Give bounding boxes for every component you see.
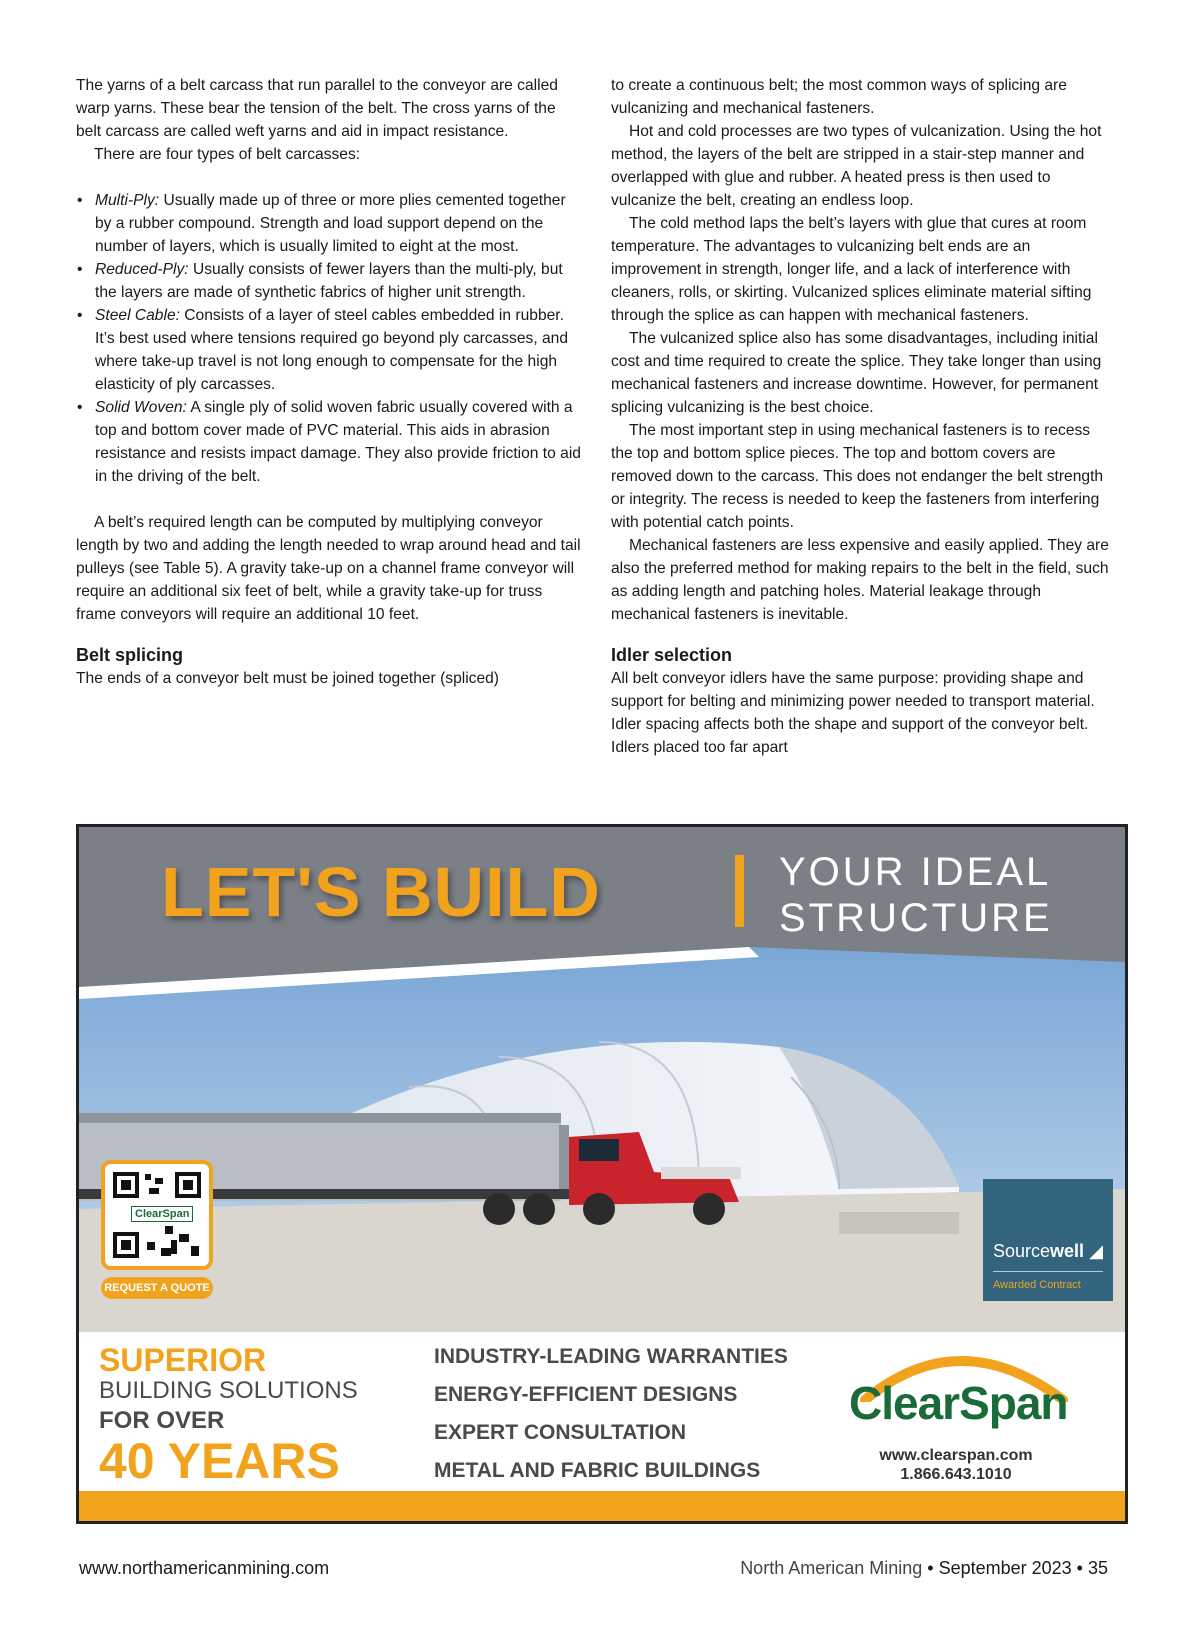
sourcewell-bold: well <box>1050 1241 1085 1261</box>
paragraph: Mechanical fasteners are less expensive and easily applied. They are also the preferred method for making repairs to the belt in the field, such as adding length and patching holes. Material leakage through mechanical fasteners is inevitable. <box>611 537 1109 623</box>
request-quote-button[interactable]: REQUEST A QUOTE <box>101 1277 213 1299</box>
tagline-superior: SUPERIOR <box>99 1342 267 1378</box>
clearspan-advertisement[interactable] <box>76 824 1128 1524</box>
ad-hero <box>79 827 1125 1332</box>
list-item <box>76 396 581 488</box>
term: Solid Woven: <box>95 399 187 416</box>
subheadline-line-2: STRUCTURE <box>779 896 1053 940</box>
definition: Usually made up of three or more plies cemented together by a rubber compound. Strength and load support depend on the number of layers, which is usually limited to eight at the most. <box>95 192 566 255</box>
feature-item: INDUSTRY-LEADING WARRANTIES <box>434 1345 788 1368</box>
list-item <box>76 258 581 304</box>
sourcewell-light: Source <box>993 1241 1051 1261</box>
paragraph: A belt’s required length can be computed by multiplying conveyor length by two and adding the length needed to wrap around head and tail pulleys (see Table 5). A gravity take-up on a channel frame conveyor will require an additional six feet of belt, while a gravity take-up for truss frame conveyors will require an additional 10 feet. <box>76 514 581 623</box>
paragraph: The yarns of a belt carcass that run parallel to the conveyor are called warp yarns. These bear the tension of the belt. The cross yarns of the belt carcass are called weft yarns and aid in impact resistance. <box>76 77 558 140</box>
clearspan-logo: ClearSpan <box>849 1377 1068 1429</box>
paragraph: The ends of a conveyor belt must be joined together (spliced) <box>76 670 500 687</box>
paragraph: There are four types of belt carcasses: <box>94 146 361 163</box>
qr-brand-label: ClearSpan <box>131 1206 193 1222</box>
spacer <box>76 166 581 189</box>
ad-headline: LET'S BUILD <box>161 853 601 931</box>
term: Multi-Ply: <box>95 192 160 209</box>
carcass-types-list <box>76 189 581 488</box>
publication-name: North American Mining <box>740 1558 923 1578</box>
feature-item: ENERGY-EFFICIENT DESIGNS <box>434 1383 738 1406</box>
section-heading: Belt splicing <box>76 645 184 665</box>
clearspan-contact[interactable] <box>851 1446 1061 1484</box>
badge-divider <box>993 1271 1103 1272</box>
paragraph: to create a continuous belt; the most common ways of splicing are vulcanizing and mechanical fasteners. <box>611 77 1067 117</box>
paragraph: Hot and cold processes are two types of vulcanization. Using the hot method, the layers of the belt are stripped in a stair-step manner and overlapped with glue and rubber. A heated press is then used to vulcanize the belt, creating an endless loop. <box>611 123 1102 209</box>
footer-issue <box>740 1558 1108 1579</box>
right-column <box>611 74 1116 759</box>
term: Reduced-Ply: <box>95 261 189 278</box>
feature-item: METAL AND FABRIC BUILDINGS <box>434 1459 761 1482</box>
qr-code-card[interactable] <box>101 1160 213 1270</box>
paragraph: The most important step in using mechanical fasteners is to recess the top and bottom splice pieces. The top and bottom covers are removed down to the carcass. This does not endanger the belt strength or integrity. The recess is needed to keep the fasteners from interfering with potential catch points. <box>611 422 1104 531</box>
section-heading: Idler selection <box>611 645 733 665</box>
clearspan-url[interactable]: www.clearspan.com <box>879 1447 1033 1464</box>
spacer <box>76 488 581 511</box>
definition: Usually consists of fewer layers than the multi-ply, but the layers are made of synthetic fabrics of higher unit strength. <box>95 261 563 301</box>
tagline-for-over: FOR OVER <box>99 1407 225 1434</box>
clearspan-phone: 1.866.643.1010 <box>900 1466 1012 1483</box>
left-column <box>76 74 581 759</box>
paragraph: The cold method laps the belt’s layers with glue that cures at room temperature. The advantages to vulcanizing belt ends are an improvement in strength, longer life, and a lack of interference with cleaners, rolls, or skirting. Vulcanized splices eliminate material sifting through the splice as can happen with mechanical fasteners. <box>611 215 1092 324</box>
term: Steel Cable: <box>95 307 180 324</box>
article-body <box>76 74 1116 759</box>
definition: A single ply of solid woven fabric usually covered with a top and bottom cover made of PVC material. This aids in abrasion resistance and resists impact damage. They also provide friction to aid in the driving of the belt. <box>95 399 581 485</box>
ad-bottom-strip <box>79 1491 1125 1521</box>
list-item <box>76 304 581 396</box>
subheadline-line-1: YOUR IDEAL <box>779 850 1052 894</box>
paragraph: All belt conveyor idlers have the same purpose: providing shape and support for belting and minimizing power needed to transport material. Idler spacing affects both the shape and support of the conveyor belt. Idlers placed too far apart <box>611 670 1095 756</box>
tagline-40-years: 40 YEARS <box>99 1433 340 1489</box>
paragraph: The vulcanized splice also has some disadvantages, including initial cost and time required to create the splice. They take longer than using mechanical fasteners and increase downtime. However, for permanent splicing vulcanizing is the best choice. <box>611 330 1102 416</box>
sourcewell-mark-icon: ◢ <box>1089 1241 1103 1261</box>
sourcewell-logo <box>993 1241 1103 1262</box>
fabric-building-photo <box>79 927 1125 1332</box>
footer-website[interactable]: www.northamericanmining.com <box>79 1558 330 1578</box>
headline-divider <box>735 855 744 927</box>
list-item <box>76 189 581 258</box>
feature-item: EXPERT CONSULTATION <box>434 1421 686 1444</box>
tagline-building-solutions: BUILDING SOLUTIONS <box>99 1377 358 1404</box>
issue-and-page: • September 2023 • 35 <box>922 1558 1108 1578</box>
definition: Consists of a layer of steel cables embedded in rubber. It’s best used where tensions required go beyond ply carcasses, and where take-up travel is not long enough to compensate for the high elasticity of ply carcasses. <box>95 307 569 393</box>
sourcewell-subtitle: Awarded Contract <box>993 1279 1081 1291</box>
sourcewell-badge <box>983 1179 1113 1301</box>
